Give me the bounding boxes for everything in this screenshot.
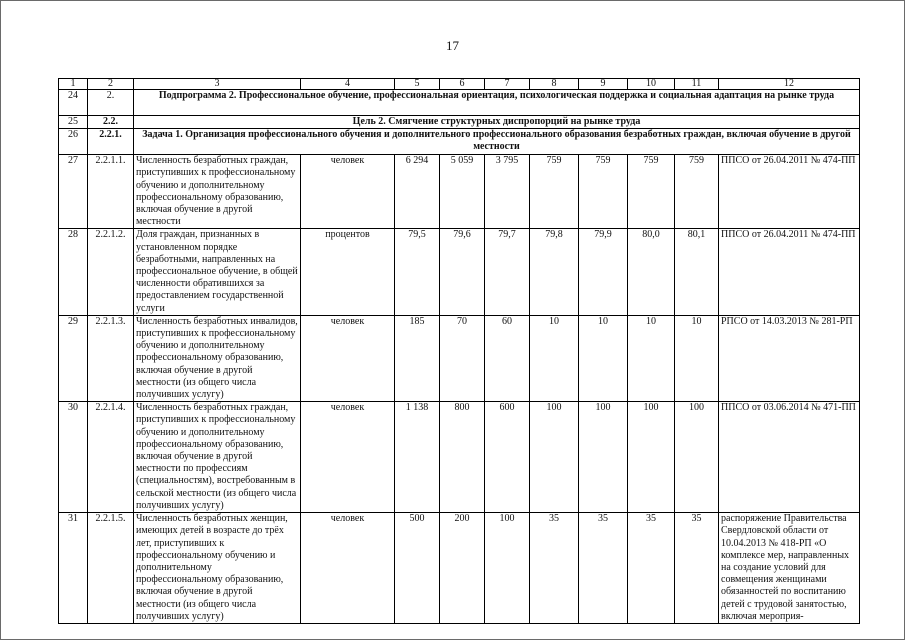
value-cell: 79,8 xyxy=(530,229,579,315)
column-number: 11 xyxy=(675,79,719,90)
row-number: 29 xyxy=(59,315,88,401)
table-row xyxy=(59,315,860,401)
indicator-name: Численность безработных инвалидов, приступивших к профессиональному обучению и дополнительному профессиональному образованию, включая обучение в другой местности (из общего числа получивших услугу) xyxy=(134,315,301,401)
value-cell: 79,9 xyxy=(579,229,628,315)
row-code: 2.2.1. xyxy=(88,129,134,155)
unit: человек xyxy=(301,155,395,229)
indicator-name: Численность безработных граждан, приступивших к профессиональному обучению и дополнительному профессиональному образованию, включая обучение в другой местности xyxy=(134,155,301,229)
value-cell: 79,5 xyxy=(395,229,440,315)
column-number: 9 xyxy=(579,79,628,90)
row-number: 26 xyxy=(59,129,88,155)
value-cell: 600 xyxy=(485,402,530,513)
section-row xyxy=(59,90,860,116)
value-cell: 35 xyxy=(530,513,579,624)
value-cell: 100 xyxy=(675,402,719,513)
indicator-name: Численность безработных граждан, приступивших к профессиональному обучению и дополнительному профессиональному образованию, включая обучение в другой местности по профессиям (специальностям), востребованным в сельской местности (из общего числа получивших услугу) xyxy=(134,402,301,513)
value-cell: 759 xyxy=(530,155,579,229)
value-cell: 10 xyxy=(530,315,579,401)
row-number: 31 xyxy=(59,513,88,624)
value-cell: 759 xyxy=(675,155,719,229)
section-title: Цель 2. Смягчение структурных диспропорций на рынке труда xyxy=(134,116,860,129)
value-cell: 759 xyxy=(579,155,628,229)
source-document: ППСО от 26.04.2011 № 474-ПП xyxy=(719,155,860,229)
row-code: 2.2.1.1. xyxy=(88,155,134,229)
indicator-name: Доля граждан, признанных в установленном порядке безработными, направленных на профессиональное обучение, в общей численности обратившихся за предоставлением государственной услуги xyxy=(134,229,301,315)
value-cell: 35 xyxy=(628,513,675,624)
table-row xyxy=(59,155,860,229)
row-code: 2. xyxy=(88,90,134,116)
column-number: 4 xyxy=(301,79,395,90)
column-number: 2 xyxy=(88,79,134,90)
indicators-table xyxy=(58,78,860,624)
value-cell: 759 xyxy=(628,155,675,229)
value-cell: 80,1 xyxy=(675,229,719,315)
value-cell: 10 xyxy=(579,315,628,401)
row-code: 2.2.1.4. xyxy=(88,402,134,513)
value-cell: 6 294 xyxy=(395,155,440,229)
value-cell: 800 xyxy=(440,402,485,513)
value-cell: 5 059 xyxy=(440,155,485,229)
value-cell: 35 xyxy=(579,513,628,624)
unit: человек xyxy=(301,513,395,624)
value-cell: 60 xyxy=(485,315,530,401)
row-number: 24 xyxy=(59,90,88,116)
column-number: 1 xyxy=(59,79,88,90)
row-number: 25 xyxy=(59,116,88,129)
source-document: РПСО от 14.03.2013 № 281-РП xyxy=(719,315,860,401)
value-cell: 79,7 xyxy=(485,229,530,315)
unit: процентов xyxy=(301,229,395,315)
section-title: Задача 1. Организация профессионального обучения и дополнительного профессионального образования безработных граждан, включая обучение в другой местности xyxy=(134,129,860,155)
value-cell: 80,0 xyxy=(628,229,675,315)
value-cell: 100 xyxy=(485,513,530,624)
table-row xyxy=(59,402,860,513)
value-cell: 79,6 xyxy=(440,229,485,315)
page-number: 17 xyxy=(446,38,459,53)
row-number: 28 xyxy=(59,229,88,315)
value-cell: 10 xyxy=(675,315,719,401)
unit: человек xyxy=(301,315,395,401)
source-document: распоряжение Правительства Свердловской области от 10.04.2013 № 418-РП «О комплексе мер, направленных на создание условий для совмещения женщинами обязанностей по воспитанию детей с трудовой занятостью, включая мероприя- xyxy=(719,513,860,624)
section-row xyxy=(59,116,860,129)
row-code: 2.2.1.5. xyxy=(88,513,134,624)
value-cell: 10 xyxy=(628,315,675,401)
value-cell: 200 xyxy=(440,513,485,624)
row-code: 2.2.1.3. xyxy=(88,315,134,401)
source-document: ППСО от 03.06.2014 № 471-ПП xyxy=(719,402,860,513)
source-document: ППСО от 26.04.2011 № 474-ПП xyxy=(719,229,860,315)
value-cell: 70 xyxy=(440,315,485,401)
indicator-name: Численность безработных женщин, имеющих детей в возрасте до трёх лет, приступивших к профессиональному обучению и дополнительному профессиональному образованию, включая обучение в другой местности (из общего числа получивших услугу) xyxy=(134,513,301,624)
column-number-row xyxy=(59,79,860,90)
column-number: 10 xyxy=(628,79,675,90)
table-row xyxy=(59,229,860,315)
column-number: 8 xyxy=(530,79,579,90)
value-cell: 100 xyxy=(530,402,579,513)
unit: человек xyxy=(301,402,395,513)
column-number: 6 xyxy=(440,79,485,90)
value-cell: 35 xyxy=(675,513,719,624)
value-cell: 100 xyxy=(579,402,628,513)
value-cell: 100 xyxy=(628,402,675,513)
column-number: 12 xyxy=(719,79,860,90)
row-code: 2.2. xyxy=(88,116,134,129)
section-row xyxy=(59,129,860,155)
section-title: Подпрограмма 2. Профессиональное обучение, профессиональная ориентация, психологическая поддержка и социальная адаптация на рынке труда xyxy=(134,90,860,116)
value-cell: 185 xyxy=(395,315,440,401)
column-number: 3 xyxy=(134,79,301,90)
column-number: 7 xyxy=(485,79,530,90)
table-row xyxy=(59,513,860,624)
value-cell: 1 138 xyxy=(395,402,440,513)
row-number: 30 xyxy=(59,402,88,513)
value-cell: 500 xyxy=(395,513,440,624)
row-number: 27 xyxy=(59,155,88,229)
value-cell: 3 795 xyxy=(485,155,530,229)
column-number: 5 xyxy=(395,79,440,90)
row-code: 2.2.1.2. xyxy=(88,229,134,315)
